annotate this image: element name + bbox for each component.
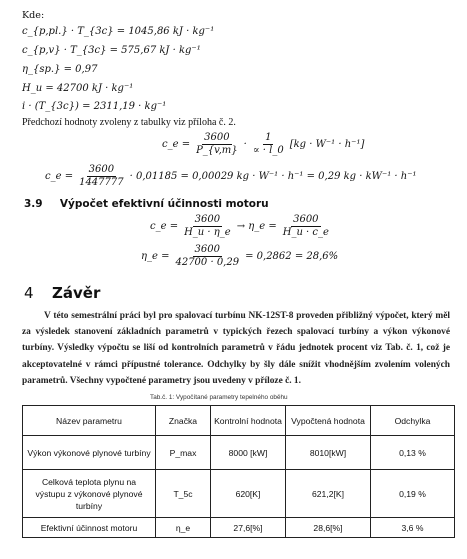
eq3-num: 3600 [194, 214, 221, 225]
cell-symbol: η_e [156, 518, 211, 538]
equation-3 [150, 214, 331, 239]
cell-name: Efektivní účinnost motoru [23, 518, 156, 538]
eq2-lhs: c_e = [45, 171, 74, 182]
eq4-den: 42700 · 0,29 [175, 257, 240, 268]
eq4-rest: = 0,2862 = 28,6% [245, 251, 339, 262]
cell-calculated: 621,2[K] [286, 470, 371, 518]
kde-label: Kde: [22, 10, 45, 21]
eq1-num2: 1 [265, 132, 272, 143]
eq2-rest: · 0,01185 = 0,00029 kg · W⁻¹ · h⁻¹ = 0,29 kg · kW⁻¹ · h⁻¹ [129, 171, 417, 182]
eq2-den: 1447777 [79, 177, 124, 188]
equation-2 [45, 164, 417, 189]
eq3-fraction-b [281, 214, 331, 239]
section-title: Výpočet efektivní účinnosti motoru [59, 198, 269, 210]
cell-control: 27,6[%] [211, 518, 286, 538]
eq3-num2: 3600 [293, 214, 319, 225]
eq2-num: 3600 [88, 164, 115, 175]
cell-name: Výkon výkonové plynové turbíny [23, 436, 156, 470]
definition-5: i · (T_{3c}) = 2311,19 · kg⁻¹ [22, 101, 167, 112]
previous-values-note: Předchozí hodnoty zvoleny z tabulky viz příloha č. 2. [22, 117, 236, 128]
eq1-den: P_{v,m} [196, 145, 238, 156]
eq2-fraction [77, 164, 126, 189]
eq1-fraction-a [194, 132, 240, 157]
cell-calculated: 8010[kW] [286, 436, 371, 470]
section-number: 3.9 [24, 198, 43, 210]
definition-2: c_{p,v} · T_{3c} = 575,67 kJ · kg⁻¹ [22, 45, 201, 56]
header-calculated: Vypočtená hodnota [286, 406, 371, 436]
eq1-unit: [kg · W⁻¹ · h⁻¹] [289, 139, 365, 150]
eq1-den2: ∝ · l_0 [252, 145, 284, 156]
table-header-row [23, 406, 455, 436]
definition-4: H_u = 42700 kJ · kg⁻¹ [22, 83, 134, 94]
table-row [23, 470, 455, 518]
chapter-title: Závěr [52, 284, 101, 302]
cell-control: 8000 [kW] [211, 436, 286, 470]
equation-4 [141, 244, 338, 269]
eq3-arrow: → η_e = [236, 221, 277, 232]
section-3-9-heading [24, 198, 269, 210]
cell-deviation: 3,6 % [371, 518, 455, 538]
header-deviation: Odchylka [371, 406, 455, 436]
table-caption: Tab.č. 1: Vypočítané parametry tepelného oběhu [150, 394, 288, 401]
cell-control: 620[K] [211, 470, 286, 518]
eq3-den: H_u · η_e [184, 227, 231, 238]
header-control: Kontrolní hodnota [211, 406, 286, 436]
cell-deviation: 0,13 % [371, 436, 455, 470]
chapter-number: 4 [24, 284, 34, 302]
cell-calculated: 28,6[%] [286, 518, 371, 538]
cell-symbol: T_5c [156, 470, 211, 518]
eq4-fraction [173, 244, 241, 269]
conclusion-paragraph: V této semestrální práci byl pro spalovací turbínu NK-12ST-8 proveden přibližný výpočet, který měl za výsledek stanovení základních parametrů v typických řezech spalovací turbíny a výkon výkonové turbíny. Výsledky výpočtu se liší od kontrolních parametrů v řádu jednotek procent viz Tab. č. 1, což je akceptovatelné v rámci přípustné tolerance. Odchylky by šly dále snížit vhodnějším zvolením volených parametrů. Všechny vypočtené parametry jsou uvedeny v příloze č. 1. [22, 311, 450, 386]
table-row [23, 436, 455, 470]
definition-1: c_{p,pl.} · T_{3c} = 1045,86 kJ · kg⁻¹ [22, 26, 215, 37]
eq4-lhs: η_e = [141, 251, 170, 262]
header-name: Název parametru [23, 406, 156, 436]
eq1-fraction-b [251, 132, 286, 157]
eq4-num: 3600 [194, 244, 220, 255]
header-symbol: Značka [156, 406, 211, 436]
equation-1: c_e = $\frac{3600}{P\_\{v,m\}}$ · $\frac{1}{\propto \cdot l\_0}$ [kg · W⁻¹ · h⁻¹] [162, 132, 365, 156]
table-row [23, 518, 455, 538]
definition-3: η_{sp.} = 0,97 [22, 64, 98, 75]
cell-deviation: 0,19 % [371, 470, 455, 518]
eq1-num: 3600 [204, 132, 230, 143]
chapter-heading [24, 284, 100, 302]
results-table [22, 405, 455, 538]
cell-symbol: P_max [156, 436, 211, 470]
eq3-lhs: c_e = [150, 221, 179, 232]
eq3-den2: H_u · c_e [282, 227, 329, 238]
cell-name: Celková teplota plynu na výstupu z výkonové plynové turbíny [23, 470, 156, 518]
eq3-fraction-a [182, 214, 233, 239]
eq1-lhs: c_e = [162, 139, 191, 150]
